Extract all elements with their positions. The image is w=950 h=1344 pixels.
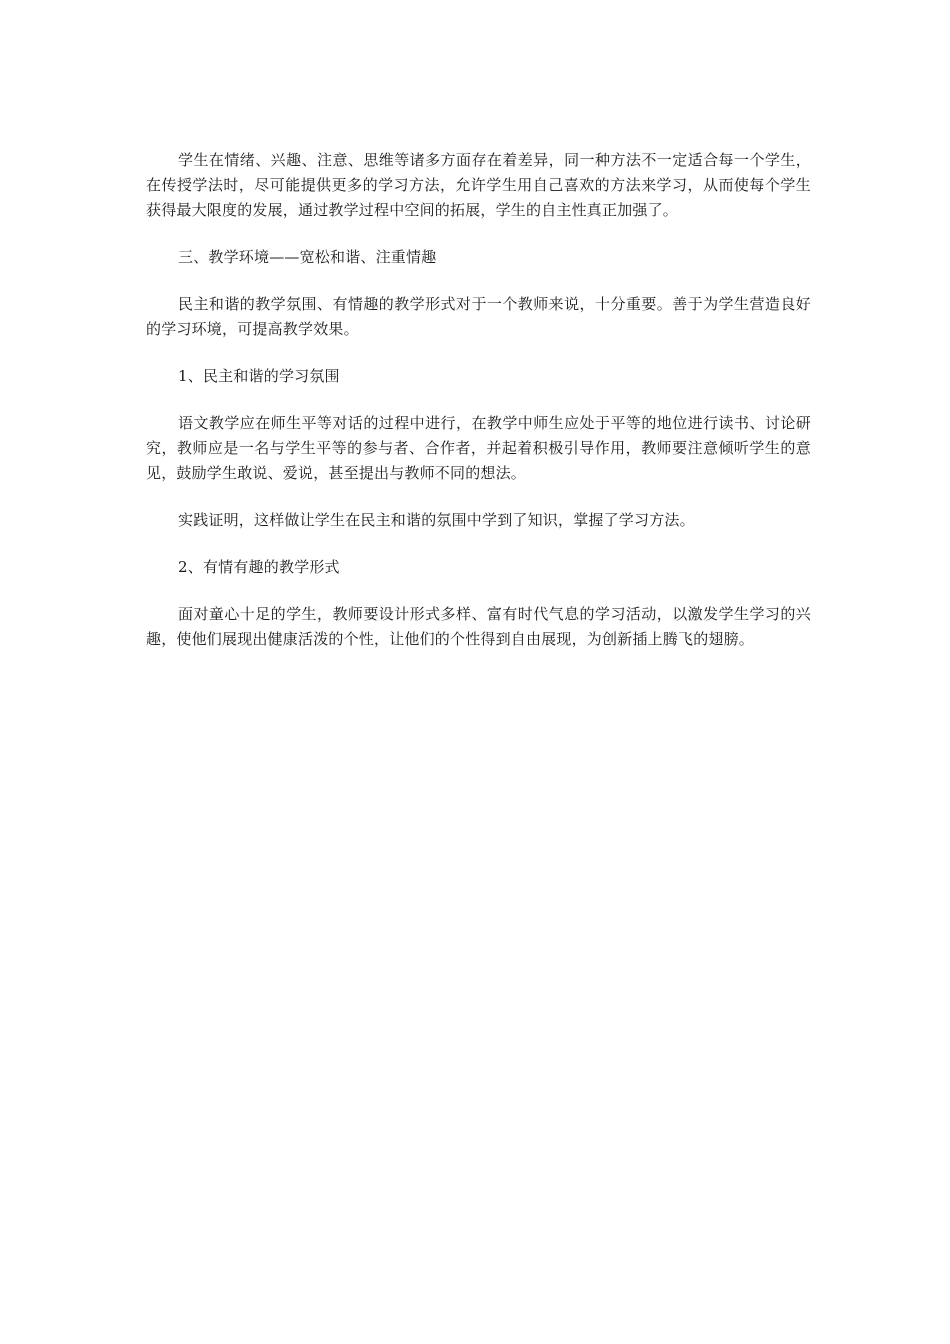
subheading-democratic-atmosphere: 1、民主和谐的学习氛围 xyxy=(178,367,340,385)
document-body xyxy=(146,148,811,674)
paragraph-learning-methods: 学生在情绪、兴趣、注意、思维等诸多方面存在着差异，同一种方法不一定适合每一个学生，在传授学法时，尽可能提供更多的学习方法，允许学生用自己喜欢的方法来学习，从而使每个学生获得最大限度的发展，通过教学过程中空间的拓展，学生的自主性真正加强了。 xyxy=(146,151,811,219)
paragraph-teaching-atmosphere: 民主和谐的教学氛围、有情趣的教学形式对于一个教师来说，十分重要。善于为学生营造良好的学习环境，可提高教学效果。 xyxy=(146,295,811,338)
paragraph-practice-proof: 实践证明，这样做让学生在民主和谐的氛围中学到了知识，掌握了学习方法。 xyxy=(178,511,695,529)
paragraph-equal-dialogue: 语文教学应在师生平等对话的过程中进行，在教学中师生应处于平等的地位进行读书、讨论研究，教师应是一名与学生平等的参与者、合作者，并起着积极引导作用，教师要注意倾听学生的意见，鼓励学生敢说、爱说，甚至提出与教师不同的想法。 xyxy=(146,414,811,482)
paragraph-learning-activities: 面对童心十足的学生，教师要设计形式多样、富有时代气息的学习活动，以激发学生学习的兴趣，使他们展现出健康活泼的个性，让他们的个性得到自由展现，为创新插上腾飞的翅膀。 xyxy=(146,605,811,648)
subheading-interesting-forms: 2、有情有趣的教学形式 xyxy=(178,558,340,576)
section-heading-teaching-environment: 三、教学环境——宽松和谐、注重情趣 xyxy=(178,248,437,266)
